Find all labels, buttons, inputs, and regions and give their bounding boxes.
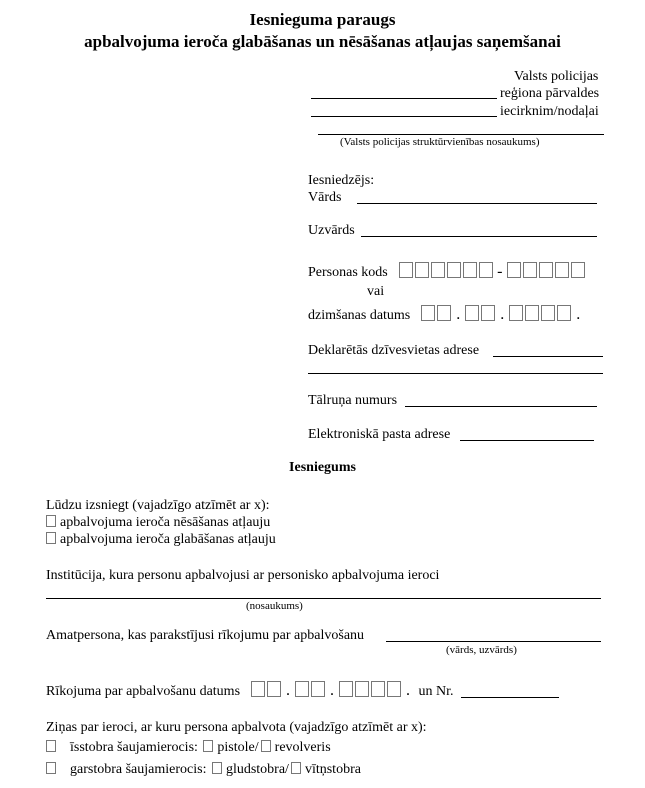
station-blank[interactable] [311, 116, 497, 117]
order-date-digit-box[interactable] [251, 681, 265, 697]
long-barrel-row [46, 762, 361, 778]
order-date-digit-box[interactable] [387, 681, 401, 697]
order-no-field[interactable] [461, 697, 559, 698]
smoothbore-checkbox[interactable] [212, 762, 222, 774]
code-digit-box[interactable] [431, 262, 445, 278]
code-digit-box[interactable] [507, 262, 521, 278]
long-barrel-checkbox[interactable] [46, 762, 56, 774]
recipient-line3: iecirknim/nodaļai [500, 104, 599, 119]
smoothbore-label: gludstobra/ [225, 762, 289, 777]
date-separator: . [576, 306, 581, 323]
long-barrel-label: garstobra šaujamierocis: [70, 762, 207, 777]
code-digit-box[interactable] [463, 262, 477, 278]
code-separator: - [497, 263, 503, 280]
pistol-label: pistole/ [217, 740, 259, 755]
application-heading: Iesniegums [289, 460, 356, 475]
unit-name-caption: (Valsts policijas struktūrvienības nosaukums) [340, 136, 540, 148]
option-storage-permit [46, 532, 276, 548]
unit-name-blank[interactable] [318, 134, 604, 135]
code-digit-box[interactable] [415, 262, 429, 278]
code-digit-box[interactable] [479, 262, 493, 278]
date-separator: . [330, 682, 335, 699]
short-barrel-row [46, 740, 331, 756]
order-date-digit-box[interactable] [371, 681, 385, 697]
recipient-line1: Valsts policijas [514, 69, 599, 84]
region-blank[interactable] [311, 98, 497, 99]
short-barrel-label: īsstobra šaujamierocis: [70, 740, 198, 755]
personal-code-row [308, 262, 587, 281]
order-no-label: un Nr. [418, 684, 454, 699]
institution-field[interactable] [46, 598, 601, 599]
phone-field[interactable] [405, 406, 597, 407]
order-date-label: Rīkojuma par apbalvošanu datums [46, 684, 241, 699]
date-digit-box[interactable] [421, 305, 435, 321]
order-date-row [46, 681, 454, 700]
date-digit-box[interactable] [437, 305, 451, 321]
code-digit-box[interactable] [555, 262, 569, 278]
date-digit-box[interactable] [465, 305, 479, 321]
name-field[interactable] [357, 203, 597, 204]
code-digit-box[interactable] [539, 262, 553, 278]
date-separator: . [406, 682, 411, 699]
date-digit-box[interactable] [481, 305, 495, 321]
address-label: Deklarētās dzīvesvietas adrese [308, 343, 480, 358]
name-label: Vārds [308, 190, 342, 205]
pistol-checkbox[interactable] [203, 740, 213, 752]
date-separator: . [500, 306, 505, 323]
or-label: vai [367, 284, 385, 299]
email-label: Elektroniskā pasta adrese [308, 427, 451, 442]
request-label: Lūdzu izsniegt (vajadzīgo atzīmēt ar x): [46, 498, 270, 513]
order-date-digit-box[interactable] [311, 681, 325, 697]
official-field[interactable] [386, 641, 601, 642]
birth-date-row [308, 305, 585, 324]
date-digit-box[interactable] [509, 305, 523, 321]
revolver-label: revolveris [274, 740, 331, 755]
storage-permit-label: apbalvojuma ieroča glabāšanas atļauju [60, 532, 276, 547]
institution-caption: (nosaukums) [246, 600, 303, 612]
weapon-label: Ziņas par ieroci, ar kuru persona apbalvota (vajadzīgo atzīmēt ar x): [46, 720, 427, 735]
page-subtitle: apbalvojuma ieroča glabāšanas un nēsāšanas atļaujas saņemšanai [84, 32, 561, 51]
surname-label: Uzvārds [308, 223, 355, 238]
address-field-2[interactable] [308, 373, 603, 374]
date-digit-box[interactable] [541, 305, 555, 321]
date-digit-box[interactable] [557, 305, 571, 321]
order-date-digit-box[interactable] [267, 681, 281, 697]
date-separator: . [286, 682, 291, 699]
email-field[interactable] [460, 440, 594, 441]
institution-label: Institūcija, kura personu apbalvojusi ar personisko apbalvojuma ieroci [46, 568, 440, 583]
recipient-line2: reģiona pārvaldes [500, 86, 600, 101]
code-digit-box[interactable] [523, 262, 537, 278]
rifled-checkbox[interactable] [291, 762, 301, 774]
code-digit-box[interactable] [571, 262, 585, 278]
address-field[interactable] [493, 356, 603, 357]
surname-field[interactable] [361, 236, 597, 237]
personal-code-label: Personas kods [308, 265, 388, 280]
applicant-heading: Iesniedzējs: [308, 173, 375, 188]
code-digit-box[interactable] [447, 262, 461, 278]
official-caption: (vārds, uzvārds) [446, 644, 517, 656]
carry-permit-checkbox[interactable] [46, 515, 56, 527]
option-carry-permit [46, 515, 270, 531]
carry-permit-label: apbalvojuma ieroča nēsāšanas atļauju [60, 515, 271, 530]
date-separator: . [456, 306, 461, 323]
revolver-checkbox[interactable] [261, 740, 271, 752]
birth-date-label: dzimšanas datums [308, 308, 411, 323]
official-label: Amatpersona, kas parakstījusi rīkojumu par apbalvošanu [46, 628, 365, 643]
date-digit-box[interactable] [525, 305, 539, 321]
order-date-digit-box[interactable] [339, 681, 353, 697]
short-barrel-checkbox[interactable] [46, 740, 56, 752]
page-title: Iesnieguma paraugs [249, 10, 396, 29]
order-date-digit-box[interactable] [355, 681, 369, 697]
phone-label: Tālruņa numurs [308, 393, 398, 408]
rifled-label: vītņstobra [304, 762, 361, 777]
storage-permit-checkbox[interactable] [46, 532, 56, 544]
code-digit-box[interactable] [399, 262, 413, 278]
order-date-digit-box[interactable] [295, 681, 309, 697]
